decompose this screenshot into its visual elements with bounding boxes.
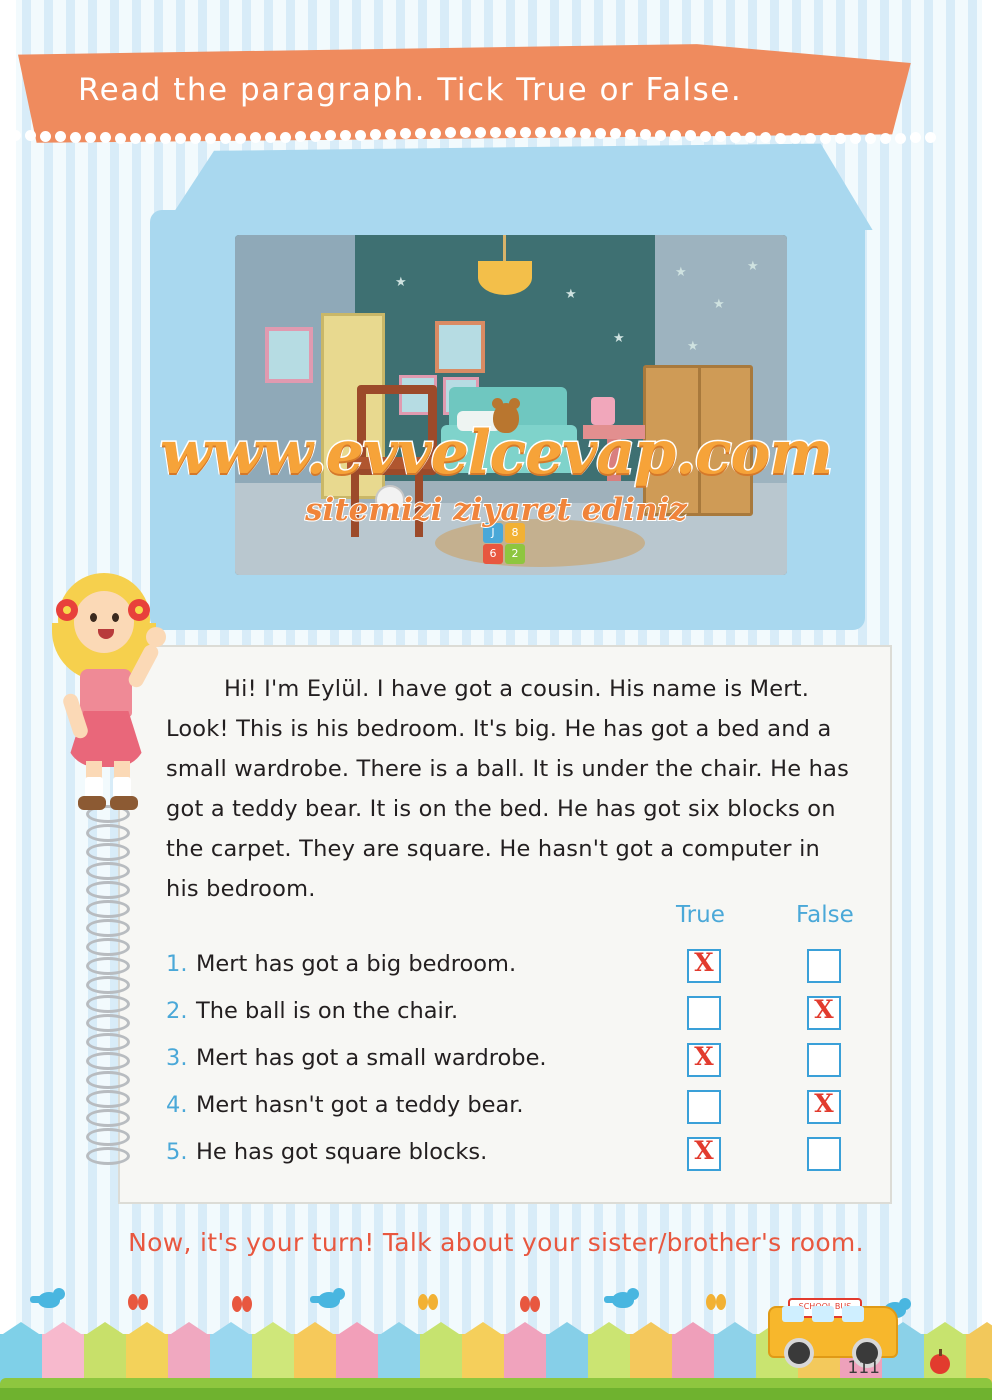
side-table-leg [607, 439, 621, 481]
question-text: Mert has got a big bedroom. [196, 951, 517, 977]
banner-dot [520, 127, 531, 138]
bird-head [333, 1288, 345, 1300]
banner-dot [505, 127, 516, 138]
picture-frame [435, 321, 485, 373]
spiral-ring [86, 1147, 130, 1165]
question-number: 1. [166, 951, 188, 977]
spiral-ring [86, 1052, 130, 1070]
chair-leg [415, 467, 423, 537]
picket-body [336, 1334, 378, 1384]
bus-window [842, 1306, 864, 1322]
lamp-cord [503, 235, 506, 263]
banner-dot [625, 129, 636, 140]
picket-body [168, 1334, 210, 1384]
ceiling-lamp [478, 261, 532, 295]
fence-picket [378, 1322, 420, 1384]
checkbox-true[interactable] [687, 1137, 721, 1171]
question-text: Mert hasn't got a teddy bear. [196, 1092, 524, 1118]
butterfly-icon [706, 1294, 728, 1312]
bird-head [627, 1288, 639, 1300]
tick-mark: X [694, 1136, 714, 1165]
banner-dot [475, 127, 486, 138]
flower-icon [128, 599, 150, 621]
butterfly-icon [128, 1294, 150, 1312]
star-icon: ★ [687, 339, 699, 354]
spiral-ring [86, 881, 130, 899]
closing-instruction: Now, it's your turn! Talk about your sister/brother's room. [128, 1228, 864, 1257]
question-row [166, 1135, 856, 1182]
picket-body [630, 1334, 672, 1384]
spiral-ring [86, 824, 130, 842]
checkbox-false[interactable] [807, 1137, 841, 1171]
star-icon: ★ [565, 287, 577, 302]
spiral-ring [86, 1128, 130, 1146]
question-row [166, 1088, 856, 1135]
carpet [435, 519, 645, 567]
banner-dot [55, 131, 66, 142]
spiral-ring [86, 843, 130, 861]
question-number: 3. [166, 1045, 188, 1071]
girl-hand [146, 627, 166, 647]
star-icon: ★ [395, 275, 407, 290]
question-row [166, 947, 856, 994]
fence-picket [42, 1322, 84, 1384]
spiral-ring [86, 1109, 130, 1127]
page-edge-right [982, 0, 992, 1400]
banner-dot [445, 127, 456, 138]
fence-picket [714, 1322, 756, 1384]
teddy-bear [493, 403, 519, 433]
picket-body [252, 1334, 294, 1384]
question-row [166, 1041, 856, 1088]
spiral-ring [86, 1014, 130, 1032]
fence-picket [462, 1322, 504, 1384]
fence-picket [126, 1322, 168, 1384]
checkbox-true[interactable] [687, 949, 721, 983]
spiral-ring [86, 938, 130, 956]
star-icon: ★ [747, 259, 759, 274]
banner-dot [550, 127, 561, 138]
butterfly-icon [232, 1296, 254, 1314]
spiral-ring [86, 862, 130, 880]
butterfly-icon [520, 1296, 542, 1314]
butterfly-icon [418, 1294, 440, 1312]
picket-body [462, 1334, 504, 1384]
fence-picket [966, 1322, 992, 1384]
checkbox-false[interactable] [807, 949, 841, 983]
picket-body [504, 1334, 546, 1384]
picket-body [378, 1334, 420, 1384]
tick-mark: X [814, 995, 834, 1024]
butterfly-wing [138, 1294, 148, 1310]
fence-picket [588, 1322, 630, 1384]
banner-dot [895, 133, 906, 144]
fence-picket [210, 1322, 252, 1384]
checkbox-true[interactable] [687, 996, 721, 1030]
picket-body [210, 1334, 252, 1384]
banner-dot [85, 132, 96, 143]
banner-dot [880, 133, 891, 144]
banner-dot [385, 129, 396, 140]
picket-body [420, 1334, 462, 1384]
watermark-subtitle: sitemizi ziyaret ediniz [305, 492, 687, 528]
spiral-ring [86, 1090, 130, 1108]
star-icon: ★ [675, 265, 687, 280]
question-text: The ball is on the chair. [196, 998, 459, 1024]
fence-picket [336, 1322, 378, 1384]
column-header-true: True [676, 902, 725, 928]
question-number: 4. [166, 1092, 188, 1118]
block-toy: J [483, 523, 503, 543]
bird-icon [38, 1292, 64, 1312]
picket-body [84, 1334, 126, 1384]
girl-shoe [110, 796, 138, 810]
banner-dot [460, 127, 471, 138]
paragraph-text: Hi! I'm Eylül. I have got a cousin. His name is Mert. Look! This is his bedroom. It's big. He has got a bed and a small wardrobe. There is a ball. It is under the chair. He has got a teddy bear. It is on the bed. He has got six blocks on the carpet. They are square. He hasn't got a computer in his bedroom. [166, 676, 850, 902]
picket-body [672, 1334, 714, 1384]
banner-dot [595, 128, 606, 139]
butterfly-wing [428, 1294, 438, 1310]
question-number: 5. [166, 1139, 188, 1165]
banner-dot [40, 131, 51, 142]
exercise-card [118, 645, 892, 1204]
picket-body [546, 1334, 588, 1384]
ball [375, 485, 405, 515]
girl-eye [112, 613, 119, 622]
bird-icon [612, 1292, 638, 1312]
spiral-ring [86, 919, 130, 937]
picket-body [714, 1334, 756, 1384]
tick-mark: X [814, 1089, 834, 1118]
spiral-ring [86, 995, 130, 1013]
butterfly-wing [418, 1294, 428, 1310]
reading-paragraph [166, 669, 856, 909]
grass-shadow [0, 1388, 992, 1400]
column-header-false: False [796, 902, 854, 928]
fence-picket [252, 1322, 294, 1384]
picture-frame [265, 327, 313, 383]
bus-window [812, 1306, 834, 1322]
butterfly-wing [706, 1294, 716, 1310]
fence-picket [84, 1322, 126, 1384]
bird-head [899, 1298, 911, 1310]
fence-picket [924, 1322, 966, 1384]
tick-mark: X [694, 1042, 714, 1071]
fence-picket [546, 1322, 588, 1384]
spiral-ring [86, 1071, 130, 1089]
bottom-decoration [0, 1280, 992, 1400]
girl-face [74, 591, 134, 653]
banner-dot [430, 128, 441, 139]
butterfly-wing [242, 1296, 252, 1312]
fence-picket [0, 1322, 42, 1384]
spiral-ring [86, 976, 130, 994]
banner-dot [640, 129, 651, 140]
fence-picket [168, 1322, 210, 1384]
banner-dot [925, 132, 936, 143]
instruction-text: Read the paragraph. Tick True or False. [78, 72, 743, 108]
chair-leg [351, 467, 359, 537]
banner-dot [565, 127, 576, 138]
page-edge-left [0, 0, 16, 1400]
spiral-binding [86, 805, 126, 1175]
bird-head [53, 1288, 65, 1300]
star-icon: ★ [613, 331, 625, 346]
banner-dot [655, 130, 666, 141]
banner-dot [25, 130, 36, 141]
fence-picket [630, 1322, 672, 1384]
picket-body [42, 1334, 84, 1384]
wardrobe-divider [698, 368, 701, 513]
banner-dot [10, 130, 21, 141]
fence-picket [294, 1322, 336, 1384]
block-toy: 8 [505, 523, 525, 543]
bedroom-illustration [235, 235, 787, 575]
checkbox-true[interactable] [687, 1043, 721, 1077]
banner-dot [535, 127, 546, 138]
watermark-url: www.evvelcevap.com [160, 418, 832, 488]
apple-icon [930, 1354, 950, 1374]
banner-dot [355, 130, 366, 141]
block-toy: 2 [505, 544, 525, 564]
question-text: He has got square blocks. [196, 1139, 488, 1165]
butterfly-wing [716, 1294, 726, 1310]
spiral-ring [86, 1033, 130, 1051]
picket-body [126, 1334, 168, 1384]
banner-dot [580, 128, 591, 139]
butterfly-wing [520, 1296, 530, 1312]
spiral-ring [86, 900, 130, 918]
checkbox-false[interactable] [807, 996, 841, 1030]
bus-wheel [784, 1338, 814, 1368]
picket-body [966, 1334, 992, 1384]
page-number: 111 [847, 1358, 880, 1378]
clock [591, 397, 615, 425]
question-row [166, 994, 856, 1041]
girl-shoe [78, 796, 106, 810]
block-toy: 6 [483, 544, 503, 564]
fence-picket [672, 1322, 714, 1384]
girl-top [80, 669, 132, 717]
bus-window [782, 1306, 804, 1322]
tick-mark: X [694, 948, 714, 977]
banner-dot [910, 132, 921, 143]
banner-dot [100, 132, 111, 143]
side-table [583, 425, 645, 439]
butterfly-wing [128, 1294, 138, 1310]
banner-dot [115, 133, 126, 144]
checkbox-false[interactable] [807, 1090, 841, 1124]
wardrobe [643, 365, 753, 516]
bird-icon [318, 1292, 344, 1312]
butterfly-wing [530, 1296, 540, 1312]
star-icon: ★ [713, 297, 725, 312]
fence-picket [420, 1322, 462, 1384]
checkbox-false[interactable] [807, 1043, 841, 1077]
banner-dot [400, 128, 411, 139]
picket-body [294, 1334, 336, 1384]
house-frame [140, 140, 880, 640]
girl-eye [90, 613, 97, 622]
question-text: Mert has got a small wardrobe. [196, 1045, 547, 1071]
banner-dot [610, 128, 621, 139]
fence-picket [504, 1322, 546, 1384]
banner-dot [415, 128, 426, 139]
checkbox-true[interactable] [687, 1090, 721, 1124]
banner-dot [370, 129, 381, 140]
butterfly-wing [232, 1296, 242, 1312]
banner-dot [70, 132, 81, 143]
picket-body [0, 1334, 42, 1384]
banner-dot [490, 127, 501, 138]
question-number: 2. [166, 998, 188, 1024]
spiral-ring [86, 957, 130, 975]
girl-character [40, 565, 170, 810]
flower-icon [56, 599, 78, 621]
picket-body [588, 1334, 630, 1384]
